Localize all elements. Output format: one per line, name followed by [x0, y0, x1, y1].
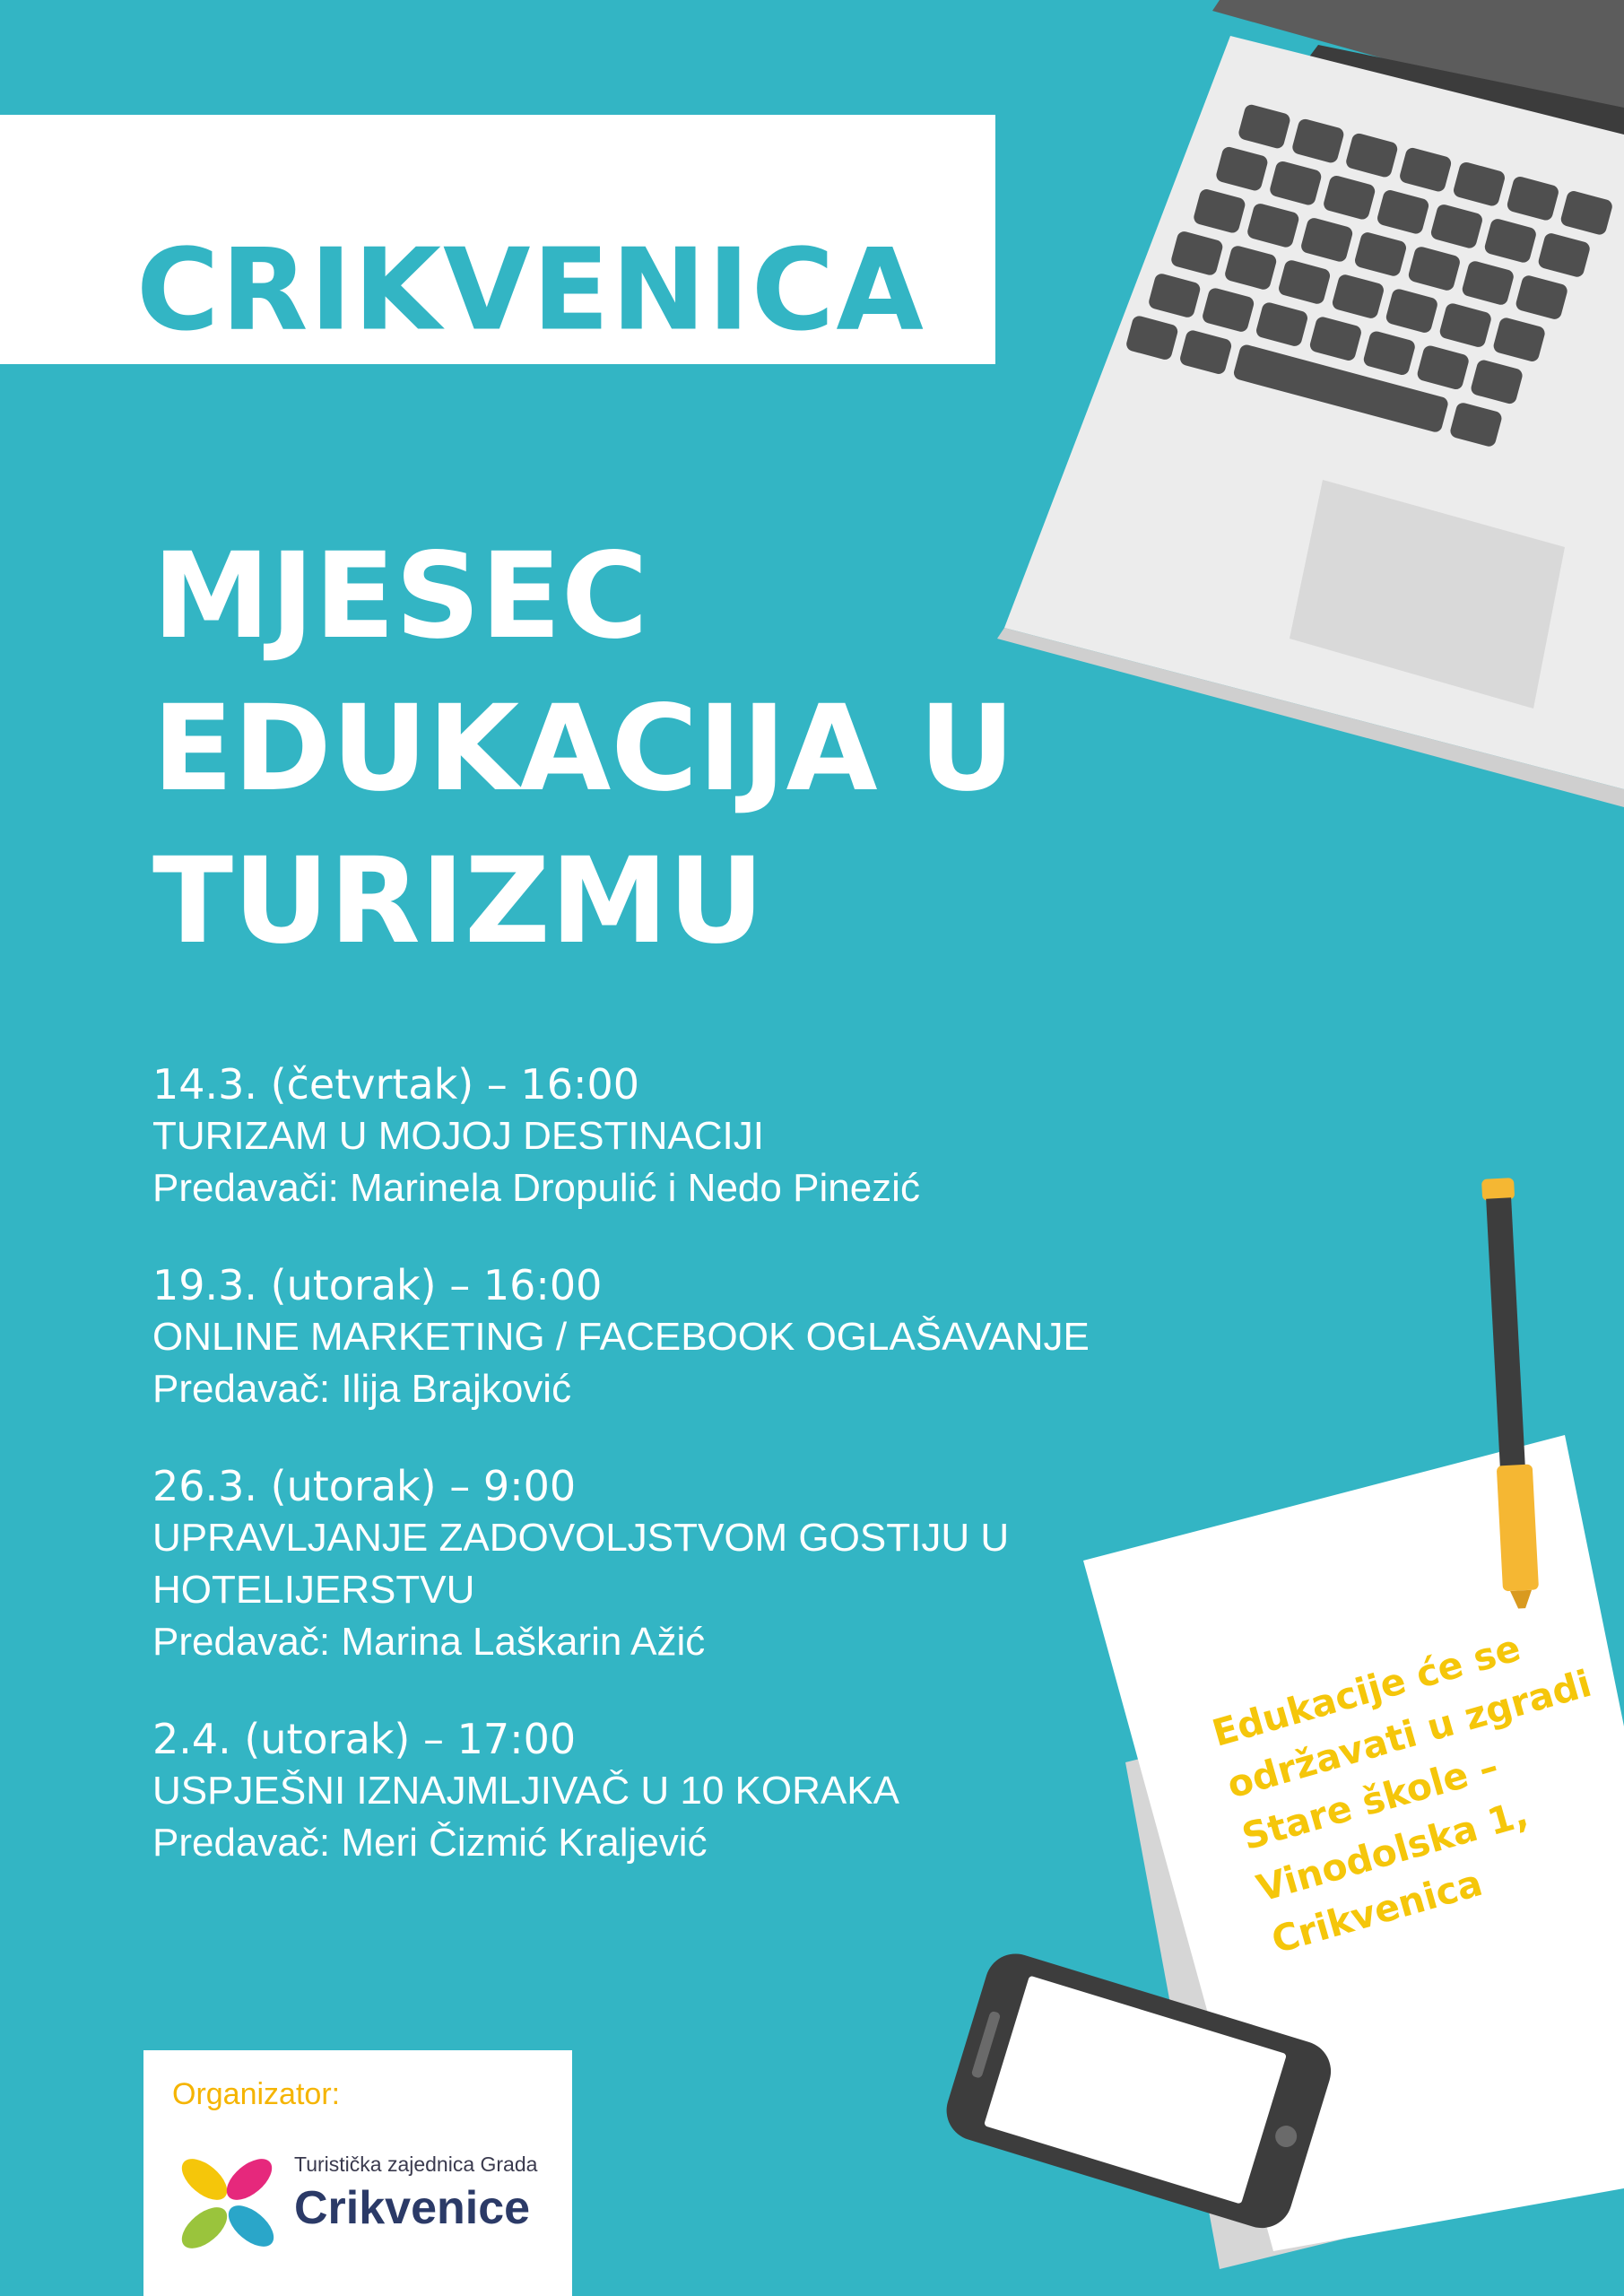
event-speaker: Predavač: Marina Laškarin Ažić: [152, 1620, 706, 1664]
event-speaker: Predavači: Marinela Dropulić i Nedo Pinezić: [152, 1166, 920, 1210]
organizer-box: [143, 2050, 572, 2296]
event-datetime: 2.4. (utorak) – 17:00: [152, 1715, 577, 1763]
event-topic: UPRAVLJANJE ZADOVOLJSTVOM GOSTIJU U HOTELIJERSTVU: [152, 1516, 1010, 1612]
event-speaker: Predavač: Ilija Brajković: [152, 1367, 572, 1411]
event-datetime: 26.3. (utorak) – 9:00: [152, 1462, 577, 1510]
event-item: [152, 1259, 1094, 1415]
event-speaker: Predavač: Meri Čizmić Kraljević: [152, 1821, 708, 1865]
headline: [152, 520, 1015, 978]
headline-line-2: EDUKACIJA U: [152, 680, 1015, 818]
event-topic: TURIZAM U MOJOJ DESTINACIJI: [152, 1114, 764, 1158]
event-topic: ONLINE MARKETING / FACEBOOK OGLAŠAVANJE: [152, 1315, 1090, 1359]
organizer-subtitle: Turistička zajednica Grada: [294, 2152, 538, 2176]
event-topic: USPJEŠNI IZNAJMLJIVAČ U 10 KORAKA: [152, 1769, 899, 1813]
headline-line-3: TURIZMU: [152, 832, 765, 970]
event-datetime: 14.3. (četvrtak) – 16:00: [152, 1060, 639, 1109]
event-item: [152, 1460, 1094, 1668]
organizer-label: Organizator:: [172, 2077, 341, 2111]
event-item: [152, 1713, 1094, 1869]
venue-note: Edukacije će se održavati u zgradi Stare škole – Vinodolska 1, Crikvenica: [1207, 1626, 1596, 1962]
event-datetime: 19.3. (utorak) – 16:00: [152, 1261, 603, 1309]
laptop-icon: [997, 0, 1624, 807]
event-item: [152, 1058, 1094, 1214]
headline-line-1: MJESEC: [152, 527, 648, 665]
event-list: [152, 1058, 1094, 1914]
brand-title: CRIKVENICA: [136, 223, 925, 356]
title-banner: [0, 115, 995, 364]
flower-logo-icon: [170, 2147, 287, 2264]
organizer-name: Crikvenice: [294, 2182, 531, 2234]
